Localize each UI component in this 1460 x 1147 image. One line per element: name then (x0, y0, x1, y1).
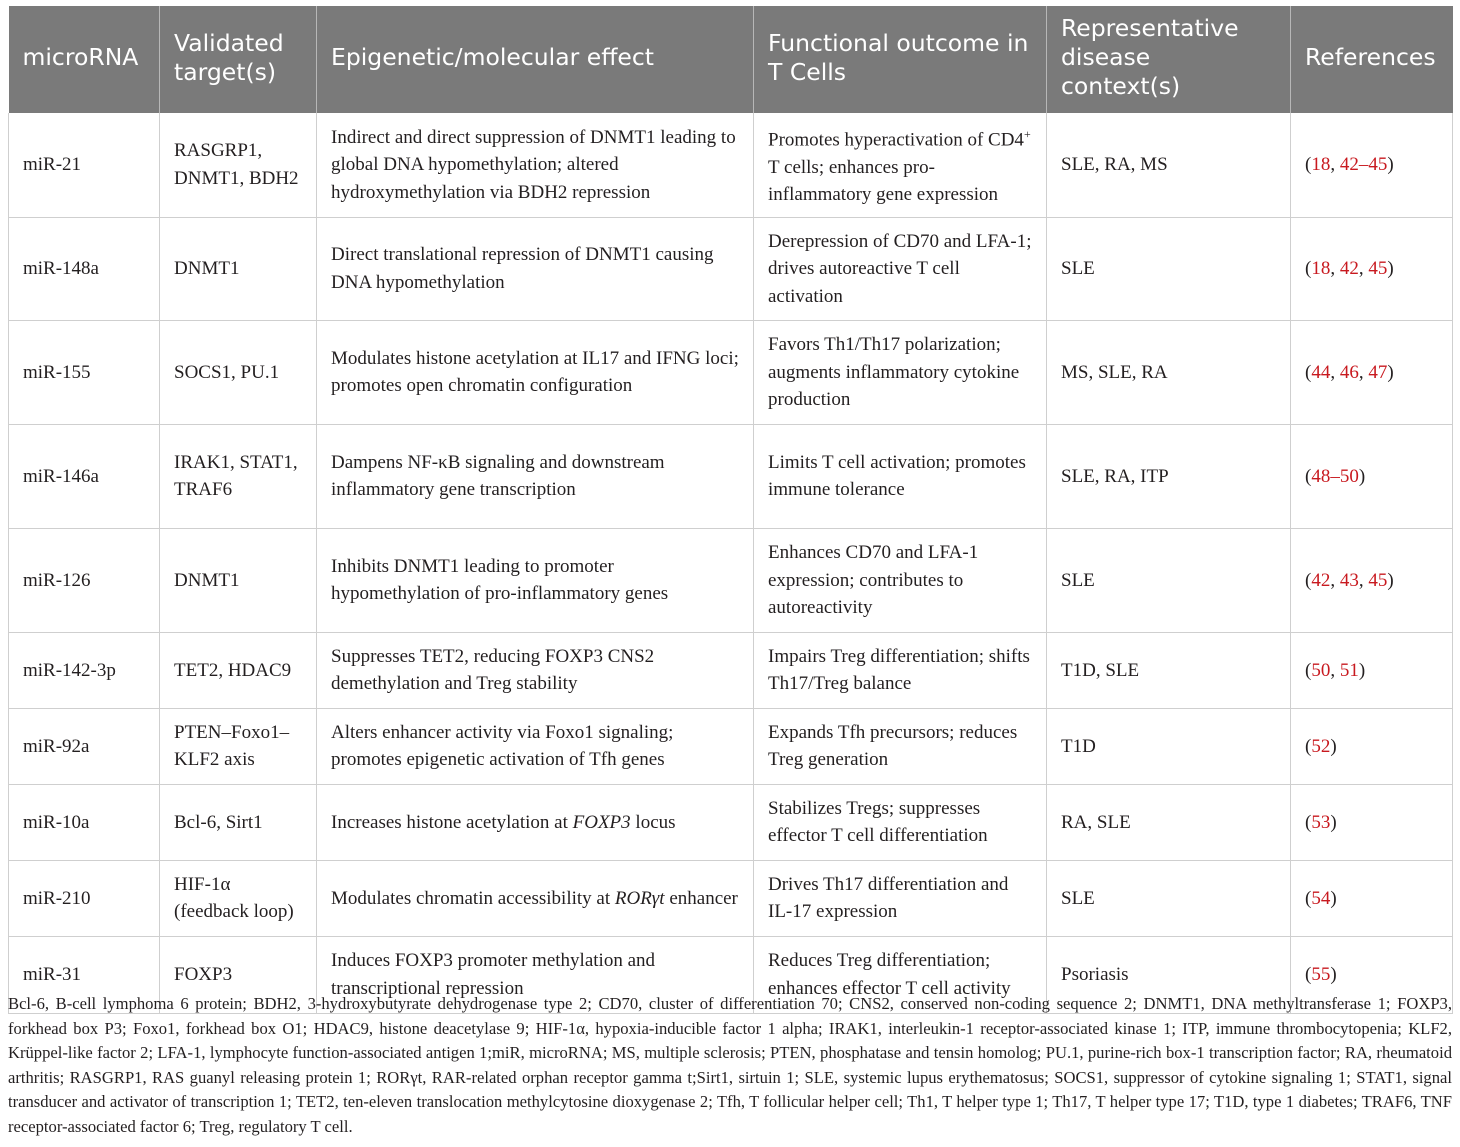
effect-text: Modulates chromatin accessibility at (331, 887, 615, 909)
reference-link[interactable]: 42 (1311, 569, 1331, 591)
cell-targets: HIF-1α (feedback loop) (160, 860, 317, 936)
cell-targets: IRAK1, STAT1, TRAF6 (160, 424, 317, 528)
cell-effect: Dampens NF-κB signaling and downstream inflammatory gene transcription (317, 424, 754, 528)
cell-disease: SLE (1047, 528, 1291, 632)
effect-text: Increases histone acetylation at (331, 811, 573, 833)
header-outcome: Functional outcome in T Cells (754, 6, 1047, 113)
table-row (9, 632, 1453, 708)
table-row (9, 217, 1453, 320)
reference-link[interactable]: 50 (1311, 659, 1331, 681)
cell-disease: Psoriasis (1047, 936, 1291, 1013)
reference-link[interactable]: 43 (1339, 569, 1359, 591)
cell-effect (317, 860, 754, 936)
cell-mirna: miR-21 (9, 113, 160, 217)
cell-effect: Inhibits DNMT1 leading to promoter hypomethylation of pro-inflammatory genes (317, 528, 754, 632)
cell-mirna: miR-10a (9, 784, 160, 860)
cell-targets: PTEN–Foxo1–KLF2 axis (160, 708, 317, 784)
cell-effect: Modulates histone acetylation at IL17 and IFNG loci; promotes open chromatin configuration (317, 320, 754, 424)
table-row (9, 320, 1453, 424)
cell-outcome: Derepression of CD70 and LFA-1; drives autoreactive T cell activation (754, 217, 1047, 320)
cell-targets: TET2, HDAC9 (160, 632, 317, 708)
cell-effect: Indirect and direct suppression of DNMT1 leading to global DNA hypomethylation; altered hydroxymethylation via BDH2 repression (317, 113, 754, 217)
header-mirna: microRNA (9, 6, 160, 113)
cell-effect: Direct translational repression of DNMT1 causing DNA hypomethylation (317, 217, 754, 320)
effect-italic-text: RORγt (614, 887, 665, 909)
cell-references: (50, 51) (1291, 632, 1453, 708)
reference-link[interactable]: 47 (1368, 361, 1388, 383)
header-effect: Epigenetic/molecular effect (317, 6, 754, 113)
reference-link[interactable]: 46 (1339, 361, 1359, 383)
superscript-text: + (1023, 127, 1031, 141)
table-row (9, 860, 1453, 936)
cell-disease: SLE (1047, 217, 1291, 320)
cell-disease: SLE, RA, ITP (1047, 424, 1291, 528)
table-container (8, 6, 1452, 1014)
reference-link[interactable]: 42–45 (1339, 154, 1388, 176)
cell-disease: T1D (1047, 708, 1291, 784)
reference-link[interactable]: 18 (1311, 154, 1331, 176)
footnote: Bcl-6, B-cell lymphoma 6 protein; BDH2, 3-hydroxybutyrate dehydrogenase type 2; CD70, cluster of differentiation 70; CNS2, conserved non-coding sequence 2; DNMT1, DNA methyltransferase 1; FOXP3, forkhead box P3; Foxo1, forkhead box O1; HDAC9, histone deacetylase 9; HIF-1α, hypoxia-inducible factor 1 alpha; IRAK1, interleukin-1 receptor-associated kinase 1; ITP, immune thrombocytopenia; KLF2, Krüppel-like factor 2; LFA-1, lymphocyte function-associated antigen 1;miR, microRNA; MS, multiple sclerosis; PTEN, phosphatase and tensin homolog; PU.1, purine-rich box-1 transcription factor; RA, rheumatoid arthritis; RASGRP1, RAS guanyl releasing protein 1; RORγt, RAR-related orphan receptor gamma t;Sirt1, sirtuin 1; SLE, systemic lupus erythematosus; SOCS1, suppressor of cytokine signaling 1; STAT1, signal transducer and activator of transcription 1; TET2, ten-eleven translocation methylcytosine dioxygenase 2; Tfh, T follicular helper cell; Th1, T helper type 1; Th17, T helper type 17; T1D, type 1 diabetes; TRAF6, TNF receptor-associated factor 6; Treg, regulatory T cell. (8, 994, 1452, 1136)
cell-outcome: Drives Th17 differentiation and IL-17 expression (754, 860, 1047, 936)
cell-mirna: miR-92a (9, 708, 160, 784)
reference-link[interactable]: 18 (1311, 258, 1331, 280)
cell-references: (55) (1291, 936, 1453, 1013)
cell-targets: DNMT1 (160, 528, 317, 632)
cell-effect: Suppresses TET2, reducing FOXP3 CNS2 demethylation and Treg stability (317, 632, 754, 708)
cell-references: (18, 42, 45) (1291, 217, 1453, 320)
cell-mirna: miR-31 (9, 936, 160, 1013)
cell-outcome: Limits T cell activation; promotes immune tolerance (754, 424, 1047, 528)
cell-effect (317, 784, 754, 860)
table-row (9, 113, 1453, 217)
cell-references: (53) (1291, 784, 1453, 860)
reference-link[interactable]: 51 (1339, 659, 1359, 681)
cell-references: (48–50) (1291, 424, 1453, 528)
effect-text: enhancer (664, 887, 738, 909)
reference-link[interactable]: 42 (1339, 258, 1359, 280)
cell-disease: SLE (1047, 860, 1291, 936)
cell-targets: DNMT1 (160, 217, 317, 320)
cell-references: (18, 42–45) (1291, 113, 1453, 217)
reference-link[interactable]: 45 (1368, 258, 1388, 280)
header-row (9, 6, 1453, 113)
cell-mirna: miR-155 (9, 320, 160, 424)
table-row (9, 528, 1453, 632)
header-disease: Representative disease context(s) (1047, 6, 1291, 113)
mirna-table (8, 6, 1453, 1014)
cell-disease: SLE, RA, MS (1047, 113, 1291, 217)
cell-outcome: Expands Tfh precursors; reduces Treg generation (754, 708, 1047, 784)
table-row (9, 708, 1453, 784)
cell-outcome: Reduces Treg differentiation; enhances effector T cell activity (754, 936, 1047, 1013)
cell-targets: FOXP3 (160, 936, 317, 1013)
cell-mirna: miR-146a (9, 424, 160, 528)
cell-mirna: miR-210 (9, 860, 160, 936)
reference-link[interactable]: 45 (1368, 569, 1388, 591)
outcome-text: T cells; enhances pro-inflammatory gene expression (768, 156, 999, 206)
outcome-text: Promotes hyperactivation of CD4 (768, 129, 1024, 151)
cell-mirna: miR-126 (9, 528, 160, 632)
cell-targets: SOCS1, PU.1 (160, 320, 317, 424)
table-row (9, 784, 1453, 860)
cell-outcome: Stabilizes Tregs; suppresses effector T cell differentiation (754, 784, 1047, 860)
cell-outcome: Enhances CD70 and LFA-1 expression; contributes to autoreactivity (754, 528, 1047, 632)
cell-mirna: miR-142-3p (9, 632, 160, 708)
cell-effect: Alters enhancer activity via Foxo1 signaling; promotes epigenetic activation of Tfh genes (317, 708, 754, 784)
header-references: References (1291, 6, 1453, 113)
effect-italic-text: FOXP3 (572, 811, 631, 833)
reference-link[interactable]: 52 (1311, 735, 1331, 757)
effect-text: locus (630, 811, 676, 833)
cell-references: (52) (1291, 708, 1453, 784)
cell-mirna: miR-148a (9, 217, 160, 320)
cell-disease: MS, SLE, RA (1047, 320, 1291, 424)
table-row (9, 424, 1453, 528)
cell-targets: RASGRP1, DNMT1, BDH2 (160, 113, 317, 217)
reference-link[interactable]: 54 (1311, 887, 1331, 909)
reference-link[interactable]: 55 (1311, 964, 1331, 986)
cell-references: (44, 46, 47) (1291, 320, 1453, 424)
cell-outcome: Impairs Treg differentiation; shifts Th17/Treg balance (754, 632, 1047, 708)
cell-outcome: Favors Th1/Th17 polarization; augments inflammatory cytokine production (754, 320, 1047, 424)
cell-effect: Induces FOXP3 promoter methylation and transcriptional repression (317, 936, 754, 1013)
reference-link[interactable]: 53 (1311, 811, 1331, 833)
cell-references: (42, 43, 45) (1291, 528, 1453, 632)
cell-disease: T1D, SLE (1047, 632, 1291, 708)
cell-outcome (754, 113, 1047, 217)
reference-link[interactable]: 48–50 (1311, 465, 1359, 487)
reference-link[interactable]: 44 (1311, 361, 1331, 383)
table-body (9, 113, 1453, 1013)
cell-targets: Bcl-6, Sirt1 (160, 784, 317, 860)
header-targets: Validated target(s) (160, 6, 317, 113)
cell-disease: RA, SLE (1047, 784, 1291, 860)
cell-references: (54) (1291, 860, 1453, 936)
